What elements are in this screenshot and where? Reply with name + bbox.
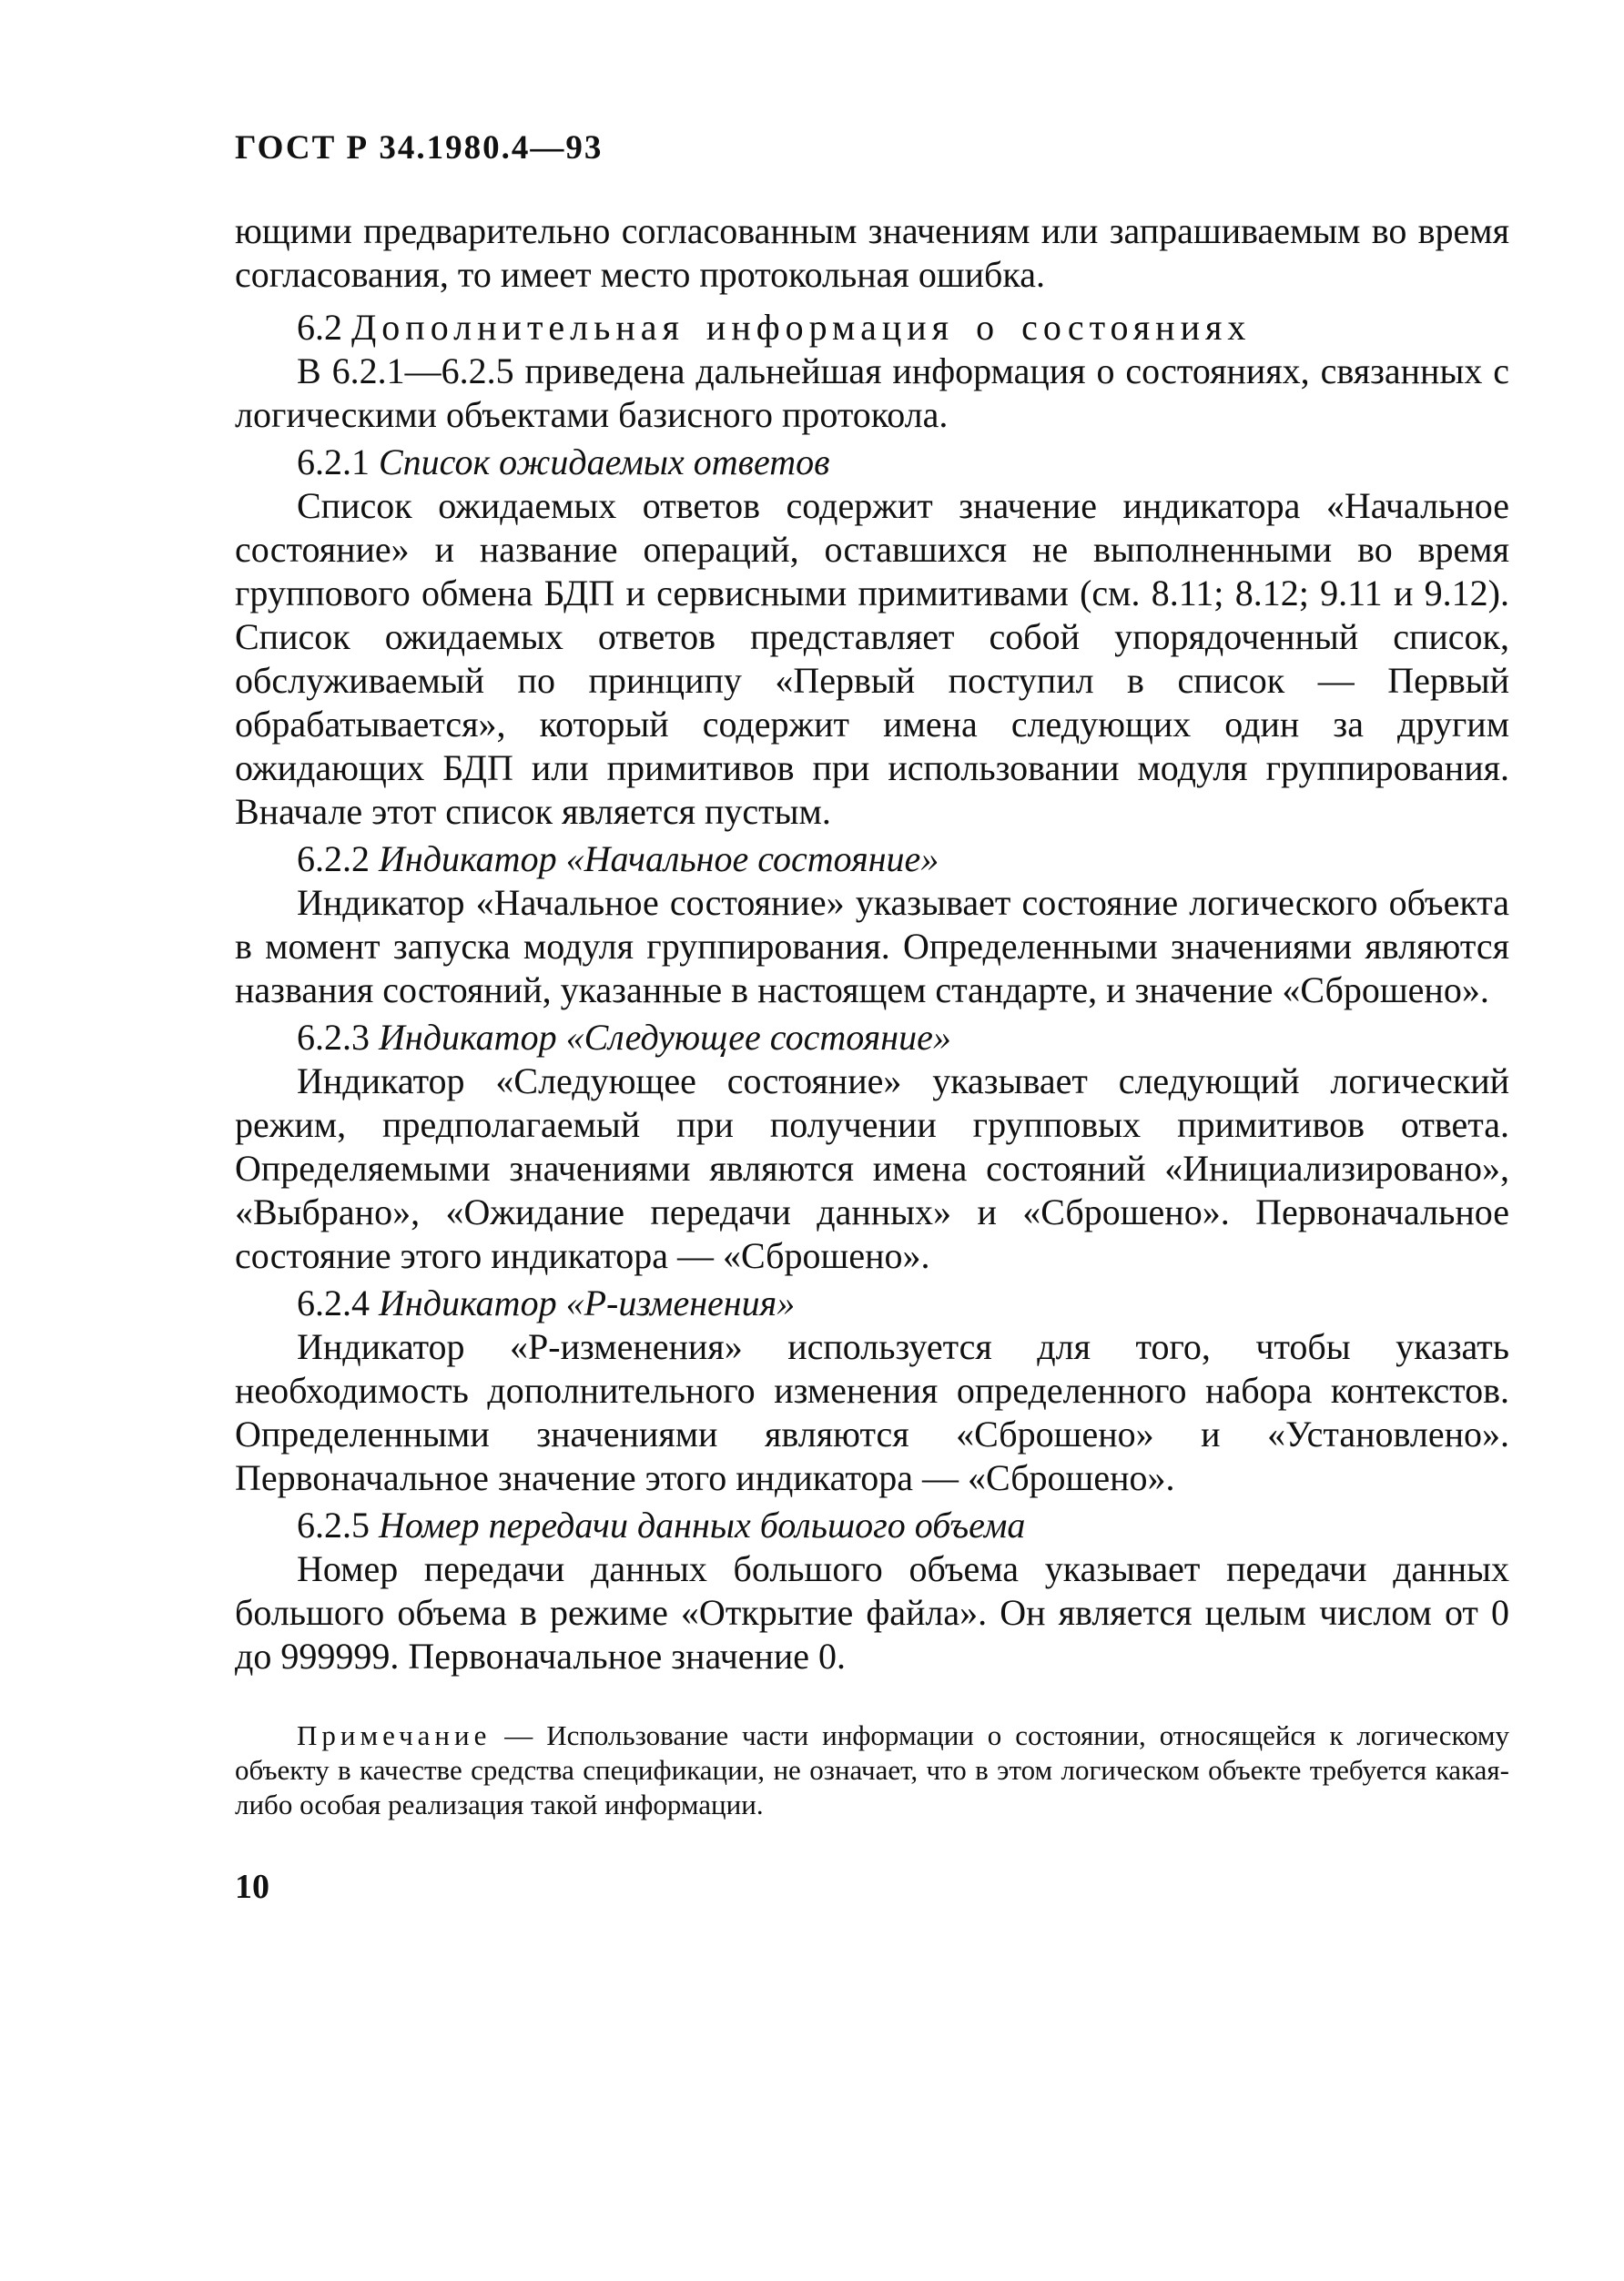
subsection-body-6-2-4: Индикатор «Р-изменения» используется для того, чтобы указать необходимость дополнительного изменения определенного набора контекстов. Определенными значениями являются «Сброшено» и «Установлено». Первоначальное значение этого индикатора — «Сброшено». <box>235 1326 1509 1498</box>
section-title: Дополнительная информация о состояниях <box>351 307 1252 348</box>
subsection-heading-6-2-3 <box>235 1016 1509 1059</box>
subsection-heading-6-2-1 <box>235 441 1509 484</box>
document-page <box>235 127 1509 1908</box>
subsection-number: 6.2.1 <box>297 441 370 482</box>
page-number: 10 <box>235 1868 269 1906</box>
note-paragraph <box>235 1718 1509 1822</box>
subsection-heading-6-2-2 <box>235 837 1509 881</box>
note-text: Использование части информации о состоянии, относящейся к логическому объекту в качестве средства спецификации, не означает, что в этом логическом объекте требуется какая-либо особая реализация такой информации. <box>235 1719 1510 1820</box>
subsection-number: 6.2.4 <box>297 1282 370 1323</box>
continuation-paragraph: ющими предварительно согласованным значениям или запрашиваемым во время согласования, то имеет место протокольная ошибка. <box>235 210 1509 295</box>
subsection-number: 6.2.5 <box>297 1505 370 1546</box>
subsection-title: Индикатор «Р-изменения» <box>379 1282 796 1323</box>
subsection-body-6-2-3: Индикатор «Следующее состояние» указывает следующий логический режим, предполагаемый при получении групповых примитивов ответа. Определяемыми значениями являются имена состояний «Инициализировано», «Выбрано», «Ожидание передачи данных» и «Сброшено». Первоначальное состояние этого индикатора — «Сброшено». <box>235 1060 1509 1276</box>
subsection-heading-6-2-5 <box>235 1504 1509 1547</box>
subsection-body-6-2-1: Список ожидаемых ответов содержит значение индикатора «Начальное состояние» и название операций, оставшихся не выполненными во время группового обмена БДП и сервисными примитивами (см. 8.11; 8.12; 9.11 и 9.12). Список ожидаемых ответов представляет собой упорядоченный список, обслуживаемый по принципу «Первый поступил в список — Первый обрабатывается», который содержит имена следующих один за другим ожидающих БДП или примитивов при использовании модуля группирования. Вначале этот список является пустым. <box>235 485 1509 832</box>
subsection-number: 6.2.2 <box>297 838 370 879</box>
note-dash: — <box>491 1719 547 1751</box>
section-heading-6-2 <box>235 306 1509 350</box>
standard-header: ГОСТ Р 34.1980.4—93 <box>235 129 604 167</box>
subsection-title: Индикатор «Начальное состояние» <box>379 838 939 879</box>
subsection-title: Индикатор «Следующее состояние» <box>379 1017 951 1058</box>
subsection-title: Список ожидаемых ответов <box>379 441 830 482</box>
subsection-number: 6.2.3 <box>297 1017 370 1058</box>
subsection-body-6-2-2: Индикатор «Начальное состояние» указывает состояние логического объекта в момент запуска модуля группирования. Определенными значениями являются названия состояний, указанные в настоящем стандарте, и значение «Сброшено». <box>235 882 1509 1010</box>
subsection-title: Номер передачи данных большого объема <box>379 1505 1026 1546</box>
subsection-heading-6-2-4 <box>235 1282 1509 1325</box>
note-label: Примечание <box>297 1719 492 1751</box>
subsection-body-6-2-5: Номер передачи данных большого объема указывает передачи данных большого объема в режиме «Открытие файла». Он является целым числом от 0 до 999999. Первоначальное значение 0. <box>235 1548 1509 1677</box>
section-number: 6.2 <box>297 307 342 348</box>
section-intro: В 6.2.1—6.2.5 приведена дальнейшая информация о состояниях, связанных с логическими объектами базисного протокола. <box>235 350 1509 435</box>
